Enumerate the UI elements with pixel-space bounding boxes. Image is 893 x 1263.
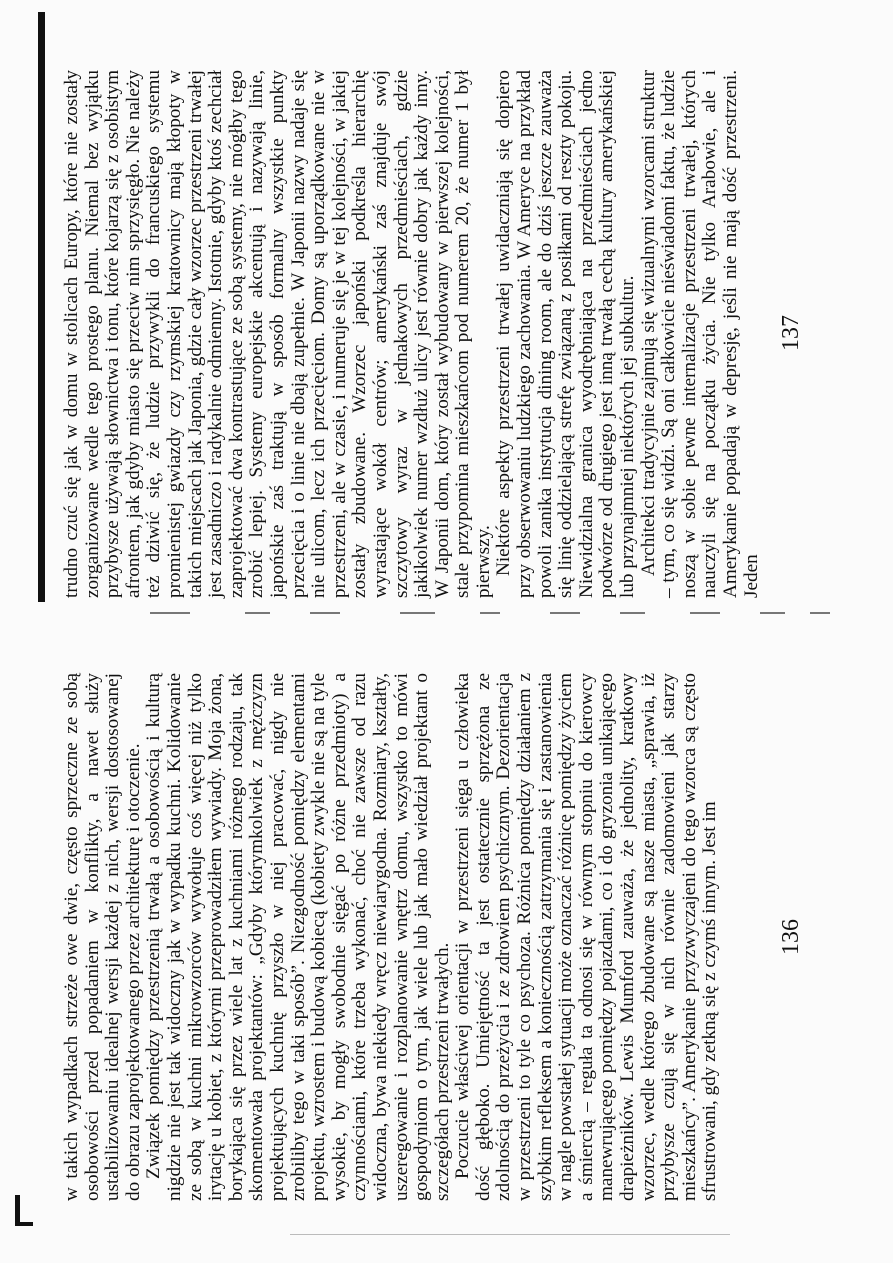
paragraph: trudno czuć się jak w domu w stolicach Europy, które nie zostały zorganizowane wedle tego prostego planu. Niemal bez wyjątku przybysze używają słownictwa i tonu, które kojarzą się z osobistym afrontem, jak gdyby miasto się przeciw nim sprzysięgło. Nie należy też dziwić się, że ludzie przywykli do francuskiego systemu promienistej gwiazdy czy rzymskiej kratownicy mają kłopoty w takich miejscach jak Japonia, gdzie cały wzorzec przestrzeni trwałej jest zasadniczo i radykalnie odmienny. Istotnie, gdyby ktoś zechciał zaprojektować dwa kontrastujące ze sobą systemy, nie mógłby tego zrobić lepiej. Systemy europejskie akcentują i nazywają linie, japońskie zaś traktują w sposób formalny wszystkie punkty przecięcia i o linie nie dbają zupełnie. W Japonii nazwy nadaje się nie ulicom, lecz ich przecięciom. Domy są uporządkowane nie w przestrzeni, ale w czasie, i numeruje się je w tej kolejności, w jakiej zostały zbudowane. Wzorzec japoński podkreśla hierarchię wyrastające wokół centrów; amerykański zaś znajduje swój szczytowy wyraz w jednakowych przedmieściach, gdzie jakikolwiek numer wzdłuż ulicy jest równie dobry jak każdy inny. W Japonii dom, który został wybudowany w pierwszej kolejności, stale przypomina mieszkańcom pod numerem 20, że numer 1 był pierwszy.	[61, 70, 494, 598]
paragraph: Niektóre aspekty przestrzeni trwałej uwidaczniają się dopiero przy obserwowaniu ludzkiego zachowania. W Ameryce na przykład powoli zanika instytucja dining room, ale do dziś jeszcze zauważa się linię oddzielającą strefę związaną z posiłkami od reszty pokoju. Niewidzialna granica wyodrębniająca na przedmieściach jedno podwórze od drugiego jest inną trwałą cechą kultury amerykańskiej lub przynajmniej niektórych jej subkultur.	[493, 70, 639, 598]
right-page	[62, 70, 762, 598]
left-page	[62, 673, 762, 1201]
paragraph: Poczucie właściwej orientacji w przestrzeni sięga u człowieka dość głęboko. Umiejętność ta jest ostatecznie sprzężona ze zdolnością do przeżycia i ze zdrowiem psychicznym. Dezorientacja w przestrzeni to tyle co psychoza. Różnica pomiędzy działaniem z szybkim refleksem a koniecznością zatrzymania się i zastanowienia w nagle powstałej sytuacji może oznaczać różnicę pomiędzy życiem a śmiercią – reguła ta odnosi się w równym stopniu do kierowcy manewrującego pomiędzy pojazdami, co i do gryzonia unikającego drapieżników. Lewis Mumford zauważa, że jednolity, kratkowy wzorzec, wedle którego zbudowane są nasze miasta, „sprawia, iż przybysze czują się w nich równie zadomowieni jak starzy mieszkańcy”. Amerykanie przyzwyczajeni do tego wzorca są często sfrustrowani, gdy zetkną się z czymś innym. Jest im	[452, 673, 721, 1201]
paragraph: w takich wypadkach strzeże owe dwie, często sprzeczne ze sobą osobowości przed popadaniem w konflikty, a nawet służy ustabilizowaniu idealnej wersji każdej z nich, wersji dostosowanej do obrazu zaprojektowanego przez architekturę i otoczenie.	[61, 673, 144, 1201]
paragraph: Architekci tradycyjnie zajmują się wizualnymi wzorcami struktur – tym, co się widzi. Są oni całkowicie nieświadomi faktu, że ludzie noszą w sobie pewne internalizacje przestrzeni trwałej, których nauczyli się na początku życia. Nie tylko Arabowie, ale i Amerykanie popadają w depresję, jeśli nie mają dość przestrzeni. Jeden	[637, 70, 762, 598]
page-number: 136	[778, 919, 804, 955]
page-number: 137	[778, 315, 804, 351]
paragraph: Związek pomiędzy przestrzenią trwałą a osobowością i kulturą nigdzie nie jest tak widoczny jak w wypadku kuchni. Kolidowanie ze sobą w kuchni mikrowzorców wywołuje coś więcej niż tylko irytację u kobiet, z którymi przeprowadziłem wywiady. Moja żona, borykająca się przez wiele lat z kuchniami różnego rodzaju, tak skomentowała projektantów: „Gdyby którymkolwiek z mężczyzn projektujących kuchnię przyszło w niej pracować, nigdy nie zrobiliby tego w taki sposób”. Niezgodność pomiędzy elementami projektu, wzrostem i budową kobiecą (kobiety zwykle nie są na tyle wysokie, by mogły swobodnie sięgać po różne przedmioty) a czynnościami, które trzeba wykonać, choć nie zawsze od razu widoczna, bywa niekiedy wręcz niewiarygodna. Rozmiary, kształty, uszeregowanie i rozplanowanie wnętrz domu, wszystko to mówi gospodyniom o tym, jak wiele lub jak mało wiedział projektant o szczegółach przestrzeni trwałych.	[143, 673, 453, 1201]
